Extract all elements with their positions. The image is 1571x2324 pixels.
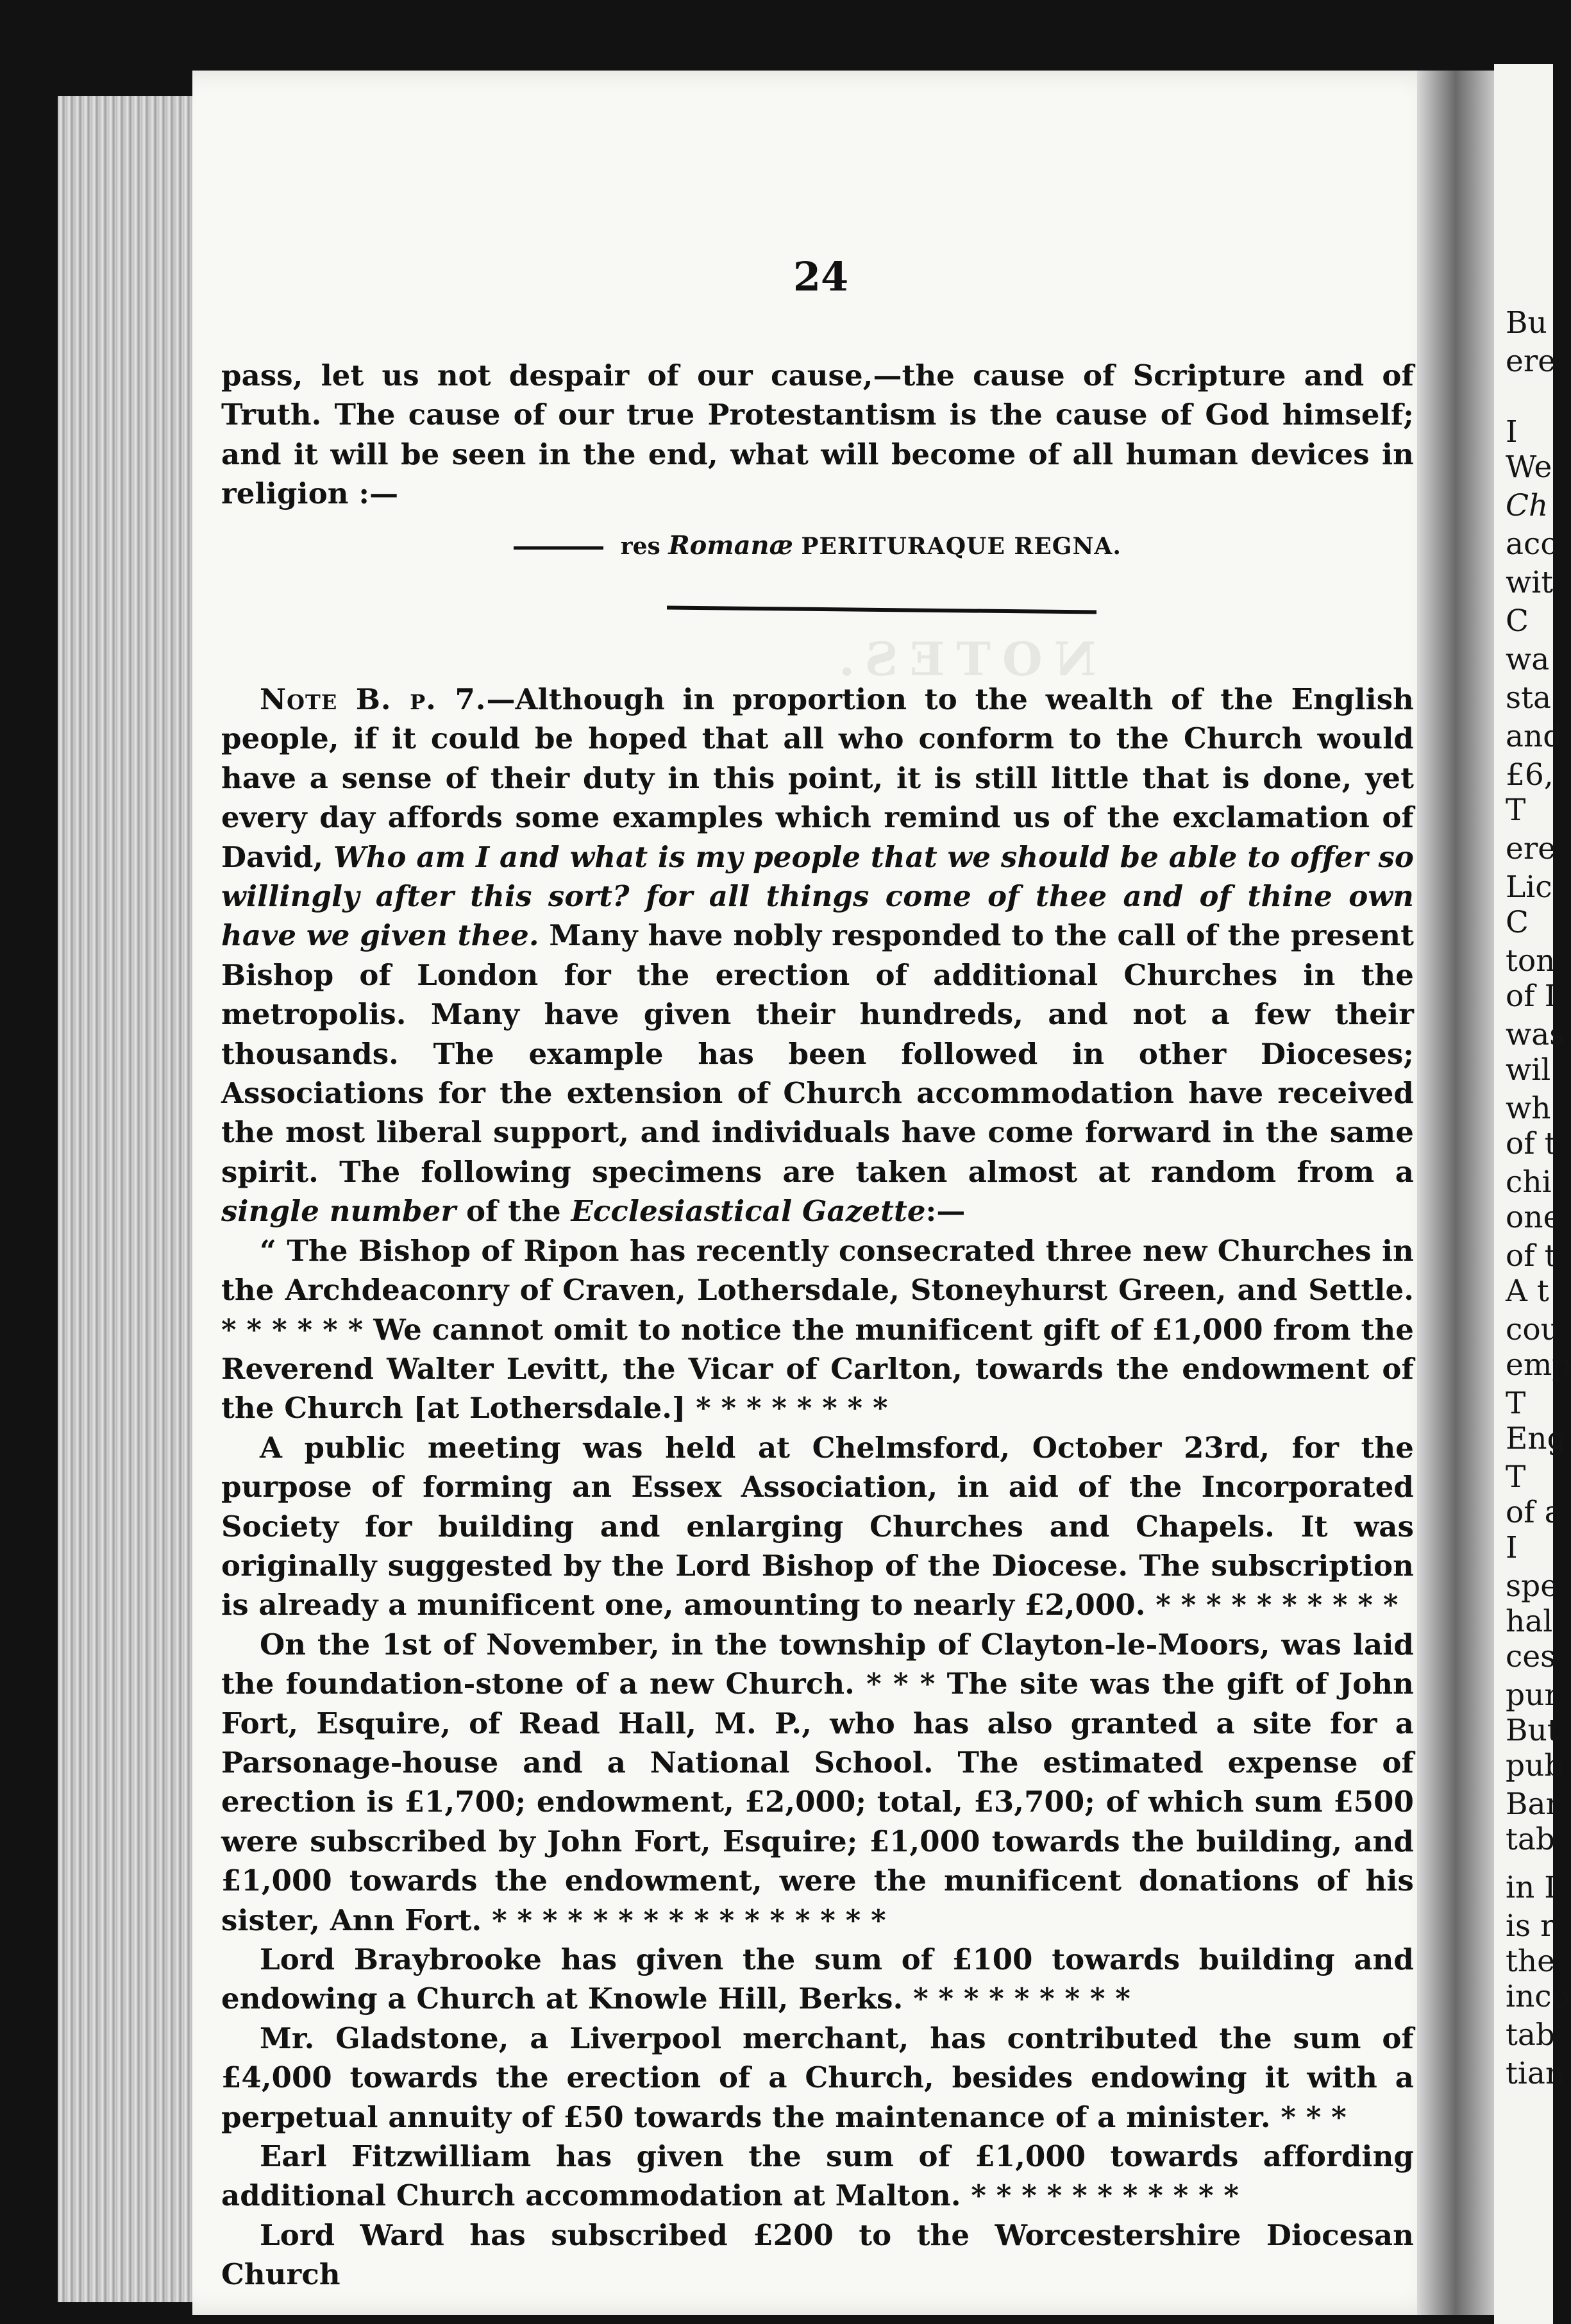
quote-prefix: res	[620, 532, 660, 560]
facing-page-text: ces	[1506, 1639, 1556, 1674]
facing-page-text: sta	[1506, 680, 1552, 716]
facing-page-text: A t	[1506, 1274, 1549, 1309]
facing-page-text: I	[1506, 1530, 1518, 1565]
facing-page-text: pur	[1506, 1678, 1559, 1713]
facing-page-text: But	[1506, 1713, 1559, 1748]
facing-page-text: Ch	[1506, 488, 1549, 523]
facing-page-text: was	[1506, 1017, 1565, 1052]
facing-page-text: £6,	[1506, 757, 1554, 793]
facing-page-text: T	[1506, 1460, 1526, 1495]
facing-page-text: I	[1506, 414, 1518, 450]
facing-page-text: and	[1506, 719, 1563, 754]
facing-page-text: wit	[1506, 565, 1554, 600]
publication-title: Ecclesiastical Gazette	[571, 1194, 926, 1229]
page-number: 24	[793, 253, 849, 300]
facing-page-text: tian	[1506, 2056, 1565, 2091]
facing-page-text: of t	[1506, 1126, 1557, 1161]
note-b-section	[221, 680, 1414, 2295]
note-label: Note B. p. 7.	[260, 682, 487, 716]
note-b-paragraph-7: Earl Fitzwilliam has given the sum of £1,000 towards affording additional Church accommodation at Malton. * * * * * * * * * * *	[221, 2139, 1414, 2213]
facing-page-text: We	[1506, 450, 1552, 485]
facing-page-text: inco	[1506, 1979, 1570, 2014]
note-b-paragraph-2: “ The Bishop of Ripon has recently consecrated three new Churches in the Archdeaconry of Craven, Lothersdale, Stoneyhurst Green, and Settle. * * * * * * We cannot omit to notice the munificent gift of £1,000 from the Reverend Walter Levitt, the Vicar of Carlton, towards the endowment of the Church [at Lothersdale.] * * * * * * * *	[221, 1233, 1414, 1426]
facing-page-text: wh	[1506, 1091, 1551, 1126]
facing-page-text: ere	[1506, 831, 1556, 866]
facing-page-text: wil	[1506, 1052, 1551, 1088]
facing-page-text: pub	[1506, 1748, 1564, 1783]
facing-page-text: T	[1506, 793, 1526, 828]
facing-page-text: tab	[1506, 2017, 1555, 2053]
facing-page-text: of I	[1506, 979, 1557, 1014]
facing-page-text: cou	[1506, 1312, 1560, 1347]
quote-caps: PERITURAQUE REGNA.	[801, 532, 1122, 560]
facing-page-text: C	[1506, 603, 1529, 639]
facing-page-text: in I	[1506, 1870, 1556, 1905]
facing-page-text: of a	[1506, 1495, 1563, 1530]
facing-page-text: chi	[1506, 1165, 1552, 1200]
note-text: Many have nobly responded to the call of the present Bishop of London for the erection of additional Churches in the metropolis. Many have given their hundreds, and not a few their thousands. The example has been followed in other Dioceses; Associations for the extension of Church accommodation have received the most liberal support, and individuals have come forward in the same spirit. The following specimens are taken almost at random from a	[221, 918, 1414, 1189]
facing-page-text: one	[1506, 1200, 1561, 1235]
scripture-quote: Who am I and what is my people that we should be able to offer so willingly after this sort? for all things come of thee and of thine own have we given thee.	[221, 839, 1414, 953]
facing-page-text: tab	[1506, 1822, 1555, 1857]
show-through-heading: NOTES.	[827, 632, 1096, 686]
note-b-paragraph-6: Mr. Gladstone, a Liverpool merchant, has contributed the sum of £4,000 towards the erection of a Church, besides endowing it with a perpetual annuity of £50 towards the maintenance of a minister. * * *	[221, 2021, 1414, 2134]
intro-block	[221, 356, 1414, 572]
facing-page-text: Bu	[1506, 305, 1547, 341]
facing-page-text: acc	[1506, 526, 1558, 562]
book-gutter	[1417, 71, 1494, 2315]
quote-dash	[514, 546, 603, 550]
facing-page-text: Bar	[1506, 1787, 1561, 1822]
facing-page-text: the	[1506, 1944, 1555, 1979]
facing-page-text: ton	[1506, 943, 1556, 979]
facing-page-text: spe	[1506, 1569, 1559, 1604]
facing-page-text: of t	[1506, 1238, 1557, 1274]
note-text: of the	[466, 1194, 561, 1229]
page-stack-edge	[58, 96, 205, 2302]
facing-page-text: Lic	[1506, 870, 1552, 905]
intro-paragraph: pass, let us not despair of our cause,—the cause of Scripture and of Truth. The cause of our true Protestantism is the cause of God himself; and it will be seen in the end, what will become of all human devices in religion :—	[221, 358, 1414, 511]
facing-page-text: T	[1506, 1386, 1526, 1421]
facing-page-text: hal	[1506, 1604, 1553, 1639]
note-b-paragraph-3: A public meeting was held at Chelmsford, October 23rd, for the purpose of forming an Essex Association, in aid of the Incorporated Society for building and enlarging Churches and Chapels. It was originally suggested by the Lord Bishop of the Diocese. The subscription is already a munificent one, amounting to nearly £2,000. * * * * * * * * * *	[221, 1430, 1414, 1622]
note-b-paragraph-4: On the 1st of November, in the township of Clayton-le-Moors, was laid the foundation-stone of a new Church. * * * The site was the gift of John Fort, Esquire, of Read Hall, M. P., who has also granted a site for a Parsonage-house and a National School. The estimated expense of erection is £1,700; endowment, £2,000; total, £3,700; of which sum £500 were subscribed by John Fort, Esquire; £1,000 towards the building, and £1,000 towards the endowment, were the munificent donations of his sister, Ann Fort. * * * * * * * * * * * * * * * *	[221, 1627, 1414, 1937]
facing-page-text: ere	[1506, 344, 1556, 379]
facing-page-text: Eng	[1506, 1421, 1567, 1456]
note-b-paragraph-5: Lord Braybrooke has given the sum of £100 towards building and endowing a Church at Knowle Hill, Berks. * * * * * * * * *	[221, 1942, 1414, 2016]
note-b-paragraph-8: Lord Ward has subscribed £200 to the Worcestershire Diocesan Church	[221, 2218, 1414, 2292]
facing-page-text: wa	[1506, 642, 1550, 677]
facing-page-fragment	[1494, 64, 1571, 2324]
latin-quotation	[221, 520, 1414, 572]
facing-page-text: C	[1506, 905, 1529, 940]
note-text: —Although in proportion to the wealth of the English people, if it could be hoped that all who conform to the Church would have a sense of their duty in this point, it is still little that is done, yet every day affords some examples which remind us of the exclamation of David,	[221, 682, 1414, 874]
facing-page-text: is r	[1506, 1908, 1555, 1944]
quote-italic: Romanæ	[668, 530, 793, 560]
facing-page-text: emp	[1506, 1347, 1571, 1383]
note-text: :—	[925, 1194, 966, 1229]
note-emphasis: single number	[221, 1194, 457, 1229]
note-b-paragraph-1	[221, 680, 1414, 1231]
